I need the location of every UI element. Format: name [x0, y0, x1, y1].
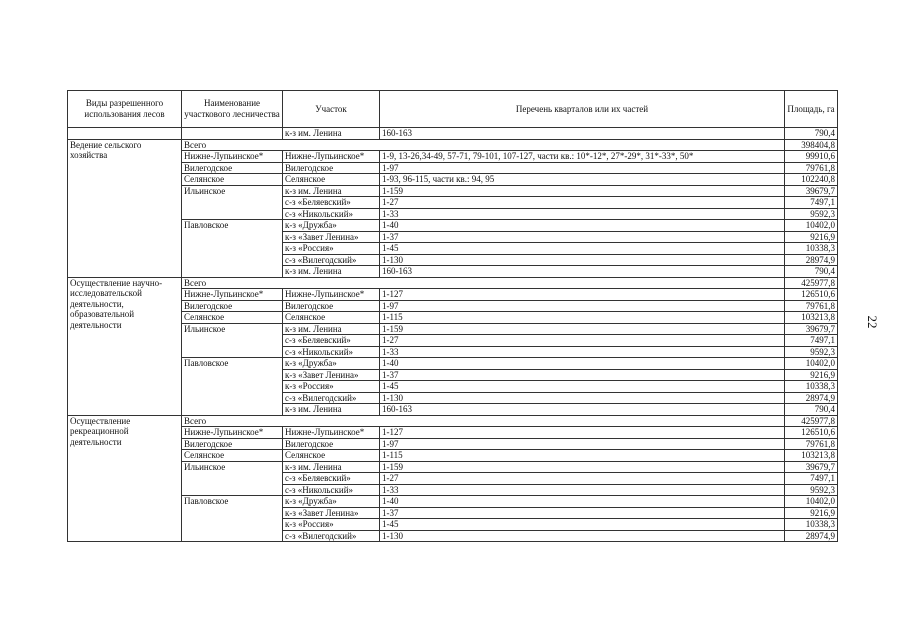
- cell-plot: с-з «Вилегодский»: [283, 530, 380, 542]
- cell-area: 10402,0: [785, 220, 838, 232]
- cell-quarters: 1-45: [380, 519, 785, 531]
- cell-plot: с-з «Беляевский»: [283, 197, 380, 209]
- cell-area: 9592,3: [785, 484, 838, 496]
- cell-area: 7497,1: [785, 473, 838, 485]
- header-forest-use-type: Виды разрешенного использования лесов: [68, 91, 182, 128]
- table-row-total: [68, 139, 838, 151]
- cell-plot: к-з им. Ленина: [283, 266, 380, 278]
- cell-forestry: Павловское: [182, 496, 283, 542]
- header-plot: Участок: [283, 91, 380, 128]
- cell-area: 39679,7: [785, 185, 838, 197]
- cell-quarters: 1-40: [380, 496, 785, 508]
- table-row: [68, 312, 838, 324]
- cell-quarters: 1-27: [380, 335, 785, 347]
- header-area: Площадь, га: [785, 91, 838, 128]
- header-forestry-name: Наименование участкового лесничества: [182, 91, 283, 128]
- cell-type: [68, 128, 182, 140]
- cell-plot: с-з «Беляевский»: [283, 473, 380, 485]
- cell-area: 28974,9: [785, 254, 838, 266]
- cell-quarters: 1-33: [380, 346, 785, 358]
- cell-forestry: Вилегодское: [182, 438, 283, 450]
- cell-quarters: 160-163: [380, 128, 785, 140]
- cell-area: 79761,8: [785, 162, 838, 174]
- cell-forestry: Нижне-Лупьинское*: [182, 289, 283, 301]
- cell-area: 398404,8: [785, 139, 838, 151]
- cell-area: 790,4: [785, 128, 838, 140]
- cell-area: 126510,6: [785, 289, 838, 301]
- table-row: [68, 220, 838, 232]
- cell-plot: с-з «Никольский»: [283, 346, 380, 358]
- cell-area: 39679,7: [785, 461, 838, 473]
- cell-quarters: 1-40: [380, 358, 785, 370]
- cell-quarters: 1-159: [380, 185, 785, 197]
- cell-quarters: 1-115: [380, 312, 785, 324]
- cell-quarters: 1-97: [380, 300, 785, 312]
- table-row: [68, 323, 838, 335]
- cell-plot: Вилегодское: [283, 438, 380, 450]
- cell-area: 103213,8: [785, 312, 838, 324]
- cell-forest-use-type: Осуществление рекреационной деятельности: [68, 415, 182, 542]
- table-row: [68, 450, 838, 462]
- cell-area: 10338,3: [785, 519, 838, 531]
- cell-plot: к-з им. Ленина: [283, 323, 380, 335]
- cell-total-label: Всего: [182, 139, 785, 151]
- cell-plot: с-з «Никольский»: [283, 484, 380, 496]
- cell-quarters: 1-130: [380, 254, 785, 266]
- cell-area: 425977,8: [785, 415, 838, 427]
- cell-area: 10402,0: [785, 496, 838, 508]
- cell-plot: к-з им. Ленина: [283, 128, 380, 140]
- table-row: [68, 461, 838, 473]
- cell-area: 10338,3: [785, 243, 838, 255]
- cell-quarters: 160-163: [380, 266, 785, 278]
- cell-quarters: 1-9, 13-26,34-49, 57-71, 79-101, 107-127, части кв.: 10*-12*, 27*-29*, 31*-33*, 50*: [380, 151, 785, 163]
- table-row-total: [68, 277, 838, 289]
- cell-quarters: 1-37: [380, 231, 785, 243]
- cell-area: 790,4: [785, 266, 838, 278]
- cell-forestry: Нижне-Лупьинское*: [182, 427, 283, 439]
- cell-quarters: 160-163: [380, 404, 785, 416]
- cell-area: 10338,3: [785, 381, 838, 393]
- cell-forestry: Вилегодское: [182, 162, 283, 174]
- cell-quarters: 1-127: [380, 289, 785, 301]
- table-row: [68, 162, 838, 174]
- cell-plot: к-з «Завет Ленина»: [283, 369, 380, 381]
- cell-quarters: 1-27: [380, 473, 785, 485]
- cell-forestry: Селянское: [182, 174, 283, 186]
- cell-area: 28974,9: [785, 392, 838, 404]
- cell-plot: к-з «Дружба»: [283, 496, 380, 508]
- cell-plot: Вилегодское: [283, 162, 380, 174]
- table-row: [68, 438, 838, 450]
- cell-quarters: 1-127: [380, 427, 785, 439]
- cell-plot: к-з им. Ленина: [283, 404, 380, 416]
- cell-forestry: Нижне-Лупьинское*: [182, 151, 283, 163]
- cell-forestry: Павловское: [182, 220, 283, 278]
- cell-area: 9592,3: [785, 346, 838, 358]
- cell-forestry: [182, 128, 283, 140]
- table-row: [68, 358, 838, 370]
- cell-plot: с-з «Беляевский»: [283, 335, 380, 347]
- cell-plot: Селянское: [283, 450, 380, 462]
- cell-forestry: Ильинское: [182, 185, 283, 220]
- cell-quarters: 1-45: [380, 381, 785, 393]
- cell-quarters: 1-33: [380, 484, 785, 496]
- cell-forest-use-type: Осуществление научно-исследовательской деятельности, образовательной деятельности: [68, 277, 182, 415]
- cell-quarters: 1-93, 96-115, части кв.: 94, 95: [380, 174, 785, 186]
- cell-plot: к-з «Дружба»: [283, 358, 380, 370]
- cell-forestry: Ильинское: [182, 461, 283, 496]
- table-row: [68, 289, 838, 301]
- cell-area: 39679,7: [785, 323, 838, 335]
- cell-plot: к-з «Россия»: [283, 243, 380, 255]
- table-row: [68, 151, 838, 163]
- header-quarters-list: Перечень кварталов или их частей: [380, 91, 785, 128]
- table-header-row: [68, 91, 838, 128]
- cell-plot: к-з «Россия»: [283, 381, 380, 393]
- cell-plot: к-з «Дружба»: [283, 220, 380, 232]
- page-number: 22: [865, 315, 880, 329]
- cell-quarters: 1-97: [380, 438, 785, 450]
- cell-plot: Нижне-Лупьинское*: [283, 151, 380, 163]
- cell-area: 28974,9: [785, 530, 838, 542]
- cell-forest-use-type: Ведение сельского хозяйства: [68, 139, 182, 277]
- forest-use-table: [67, 90, 838, 542]
- cell-quarters: 1-130: [380, 392, 785, 404]
- cell-plot: Селянское: [283, 312, 380, 324]
- table-row-continuation: [68, 128, 838, 140]
- cell-quarters: 1-130: [380, 530, 785, 542]
- cell-plot: к-з «Завет Ленина»: [283, 231, 380, 243]
- cell-plot: к-з им. Ленина: [283, 461, 380, 473]
- cell-plot: к-з «Россия»: [283, 519, 380, 531]
- cell-quarters: 1-97: [380, 162, 785, 174]
- cell-area: 7497,1: [785, 197, 838, 209]
- cell-total-label: Всего: [182, 277, 785, 289]
- cell-quarters: 1-27: [380, 197, 785, 209]
- table-row: [68, 427, 838, 439]
- cell-quarters: 1-37: [380, 507, 785, 519]
- cell-plot: Селянское: [283, 174, 380, 186]
- cell-area: 99910,6: [785, 151, 838, 163]
- cell-quarters: 1-115: [380, 450, 785, 462]
- cell-area: 9216,9: [785, 369, 838, 381]
- cell-plot: Нижне-Лупьинское*: [283, 427, 380, 439]
- cell-plot: с-з «Никольский»: [283, 208, 380, 220]
- cell-plot: с-з «Вилегодский»: [283, 392, 380, 404]
- cell-area: 425977,8: [785, 277, 838, 289]
- cell-area: 79761,8: [785, 300, 838, 312]
- cell-forestry: Селянское: [182, 450, 283, 462]
- cell-quarters: 1-45: [380, 243, 785, 255]
- cell-area: 10402,0: [785, 358, 838, 370]
- cell-area: 102240,8: [785, 174, 838, 186]
- table-row-total: [68, 415, 838, 427]
- cell-area: 9216,9: [785, 231, 838, 243]
- table-row: [68, 185, 838, 197]
- cell-plot: Вилегодское: [283, 300, 380, 312]
- cell-quarters: 1-159: [380, 323, 785, 335]
- cell-area: 103213,8: [785, 450, 838, 462]
- table-row: [68, 174, 838, 186]
- cell-plot: Нижне-Лупьинское*: [283, 289, 380, 301]
- cell-area: 790,4: [785, 404, 838, 416]
- cell-quarters: 1-33: [380, 208, 785, 220]
- cell-total-label: Всего: [182, 415, 785, 427]
- cell-area: 7497,1: [785, 335, 838, 347]
- table-row: [68, 496, 838, 508]
- cell-area: 79761,8: [785, 438, 838, 450]
- cell-quarters: 1-159: [380, 461, 785, 473]
- cell-area: 9592,3: [785, 208, 838, 220]
- cell-forestry: Павловское: [182, 358, 283, 416]
- cell-forestry: Ильинское: [182, 323, 283, 358]
- cell-plot: к-з им. Ленина: [283, 185, 380, 197]
- table-body: [68, 128, 838, 542]
- cell-forestry: Вилегодское: [182, 300, 283, 312]
- cell-area: 9216,9: [785, 507, 838, 519]
- cell-forestry: Селянское: [182, 312, 283, 324]
- cell-area: 126510,6: [785, 427, 838, 439]
- cell-plot: с-з «Вилегодский»: [283, 254, 380, 266]
- cell-quarters: 1-37: [380, 369, 785, 381]
- cell-quarters: 1-40: [380, 220, 785, 232]
- cell-plot: к-з «Завет Ленина»: [283, 507, 380, 519]
- table-row: [68, 300, 838, 312]
